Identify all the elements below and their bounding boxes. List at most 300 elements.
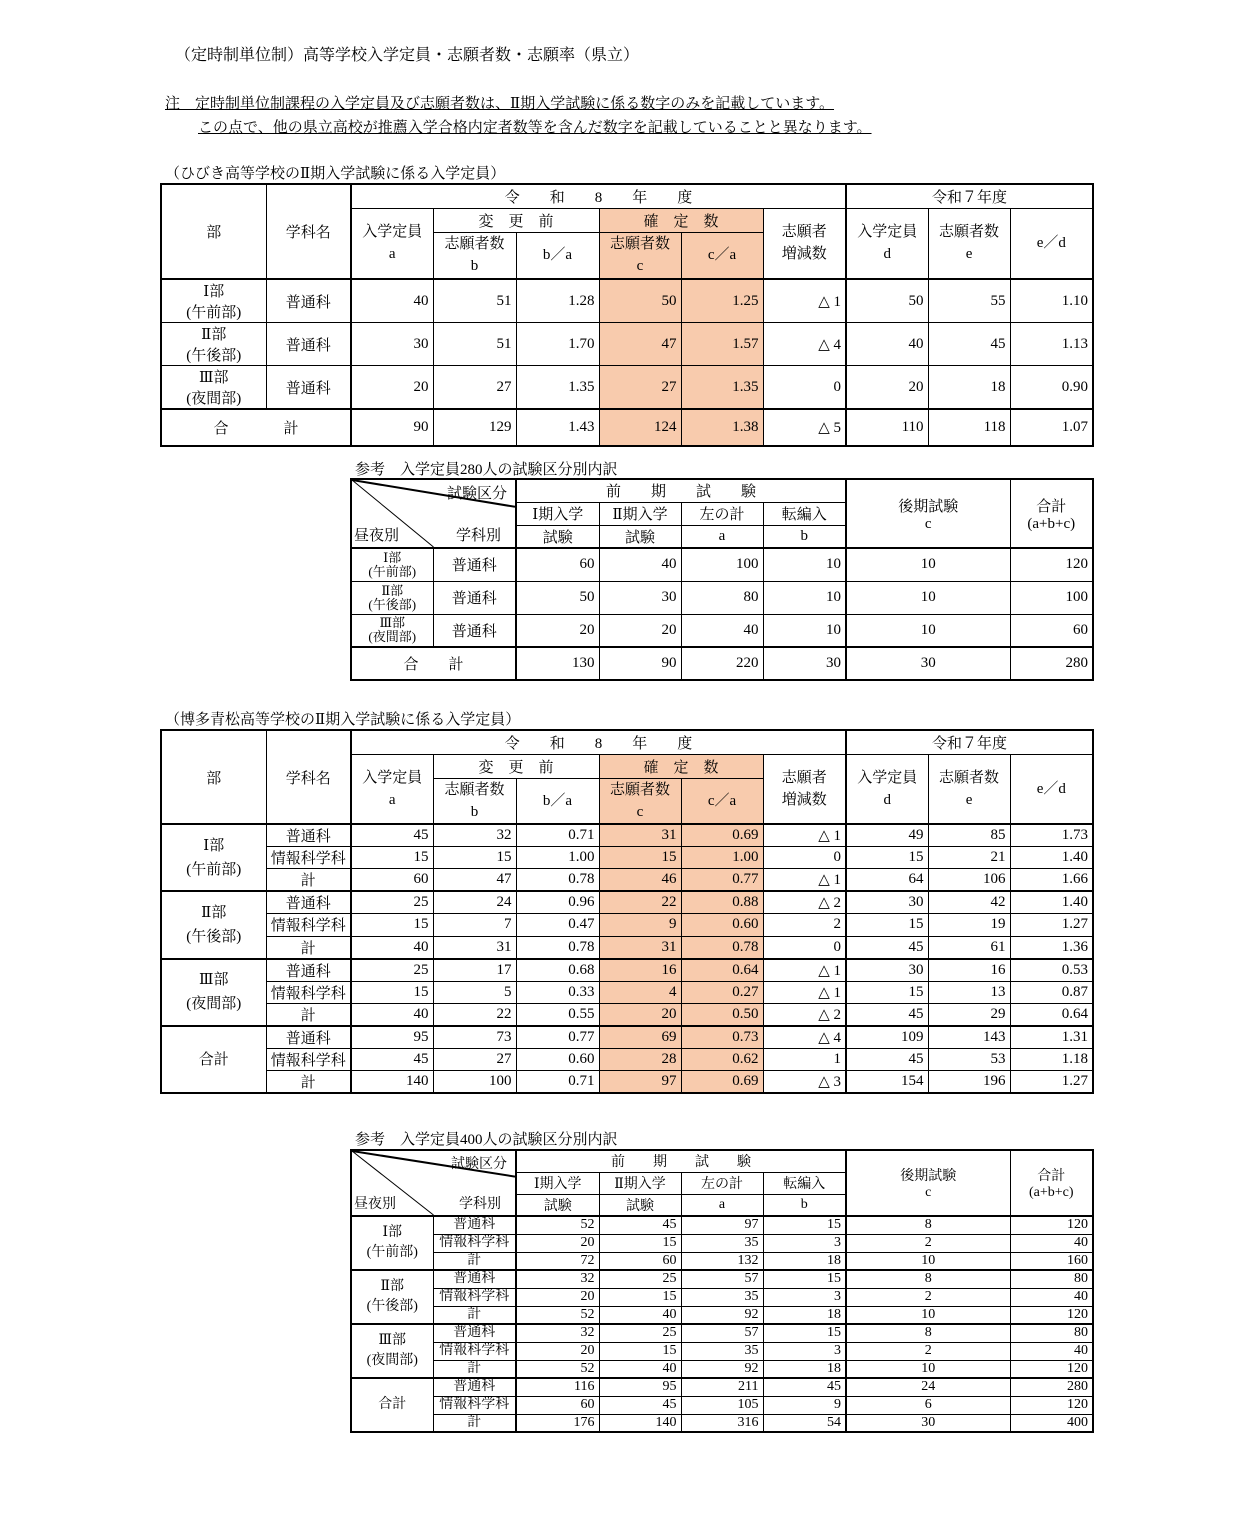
value-cell: 1.27 xyxy=(1010,914,1093,936)
hakata-ref-caption: 参考 入学定員400人の試験区分別内訳 xyxy=(355,1132,618,1148)
value-cell: 1.70 xyxy=(516,323,599,366)
table-row xyxy=(161,1026,1093,1049)
value-cell: 51 xyxy=(433,279,516,323)
col-capacity-d xyxy=(846,208,928,279)
label-line: Ⅱ部 xyxy=(380,1279,404,1294)
cell-stack xyxy=(162,366,266,408)
subject-cell: 情報科学科 xyxy=(266,1048,351,1070)
value-cell: 124 xyxy=(599,409,681,446)
header-label xyxy=(1011,778,1093,800)
value-cell: 1.13 xyxy=(1010,323,1093,366)
value-cell: 6 xyxy=(846,1396,1010,1414)
value-cell: 55 xyxy=(928,279,1010,323)
value-cell: 2 xyxy=(846,1234,1010,1252)
label-line: 後期試験 xyxy=(898,498,959,515)
value-cell: 50 xyxy=(846,279,928,323)
cell-stack xyxy=(162,1048,266,1072)
hakata-caption: （博多青松高等学校のⅡ期入学試験に係る入学定員） xyxy=(165,712,521,728)
value-cell: 45 xyxy=(846,1003,928,1026)
value-cell: 30 xyxy=(846,959,928,982)
subject-cell: 普通科 xyxy=(266,1026,351,1049)
subject-cell: 普通科 xyxy=(433,581,516,614)
value-cell: 0.33 xyxy=(516,981,599,1003)
value-cell: 10 xyxy=(846,548,1010,581)
label-line: Ⅲ部 xyxy=(199,370,229,386)
label-letter: d xyxy=(883,791,892,808)
value-cell: 45 xyxy=(846,1048,928,1070)
label-letter: b xyxy=(470,258,479,275)
col-tenpen: 転編入 xyxy=(763,502,846,525)
subject-cell: 普通科 xyxy=(266,279,351,323)
bu-cell xyxy=(161,279,266,323)
label-letter: e／d xyxy=(1036,780,1066,797)
subject-cell: 情報科学科 xyxy=(266,847,351,869)
header-zenki: 前 期 試 験 xyxy=(516,479,846,502)
value-cell: 60 xyxy=(1010,614,1093,647)
table-row xyxy=(161,323,1093,366)
col-ratio-ca xyxy=(681,778,763,824)
label-line: 合計 xyxy=(378,1397,407,1412)
table-row xyxy=(161,914,1093,936)
table-row xyxy=(351,548,1093,581)
table-row xyxy=(161,847,1093,869)
gakka-label: 学科別 xyxy=(455,528,501,544)
value-cell: 0 xyxy=(763,936,846,959)
bu-cell xyxy=(351,581,433,614)
value-cell: 15 xyxy=(846,914,928,936)
value-cell: 20 xyxy=(516,1288,599,1306)
subject-cell: 計 xyxy=(266,936,351,959)
value-cell: 118 xyxy=(928,409,1010,446)
col-diff xyxy=(763,754,846,824)
value-cell: 25 xyxy=(351,959,433,982)
value-cell: 0.90 xyxy=(1010,366,1093,410)
header-label xyxy=(682,790,763,812)
label-sub: (夜間部) xyxy=(368,629,417,645)
table-row xyxy=(161,1071,1093,1094)
header-r8: 令 和 8 年 度 xyxy=(351,730,846,754)
subject-cell: 計 xyxy=(266,869,351,892)
label-line: 合計 xyxy=(198,1051,229,1068)
label-letter: e xyxy=(965,791,973,808)
value-cell: 20 xyxy=(351,366,433,410)
label-line: Ⅰ部 xyxy=(203,837,225,854)
value-cell: 0.77 xyxy=(516,1026,599,1049)
table-row xyxy=(351,1288,1093,1306)
label-letter: e xyxy=(965,246,973,263)
col-total xyxy=(1010,479,1093,548)
value-cell: 72 xyxy=(516,1252,599,1270)
value-cell: 8 xyxy=(846,1324,1010,1342)
label-sub: (夜間部) xyxy=(186,996,242,1013)
value-cell: 40 xyxy=(1010,1342,1093,1360)
value-cell: △ 1 xyxy=(763,959,846,982)
value-cell: 120 xyxy=(1010,1306,1093,1324)
label-line: 入学定員 xyxy=(362,224,423,241)
col-subject: 学科名 xyxy=(266,184,351,279)
cell-stack xyxy=(1011,1165,1093,1201)
value-cell: 0.27 xyxy=(681,981,763,1003)
header-label xyxy=(600,233,681,277)
col-kouki xyxy=(846,1150,1010,1216)
value-cell: 116 xyxy=(516,1378,599,1396)
value-cell: △ 4 xyxy=(763,323,846,366)
value-cell: 20 xyxy=(599,1003,681,1026)
value-cell: 1 xyxy=(763,1048,846,1070)
value-cell: 30 xyxy=(846,891,928,914)
table-row xyxy=(351,1270,1093,1288)
table-row xyxy=(161,936,1093,959)
value-cell: 1.00 xyxy=(516,847,599,869)
value-cell: 30 xyxy=(351,323,433,366)
col-applicants-b xyxy=(433,778,516,824)
value-cell: 1.57 xyxy=(681,323,763,366)
value-cell: 0.60 xyxy=(516,1048,599,1070)
value-cell: 40 xyxy=(351,936,433,959)
value-cell: 40 xyxy=(681,614,763,647)
value-cell: 120 xyxy=(1010,548,1093,581)
value-cell: 15 xyxy=(351,914,433,936)
value-cell: 1.07 xyxy=(1010,409,1093,446)
header-row xyxy=(351,1150,1093,1172)
value-cell: 106 xyxy=(928,869,1010,892)
value-cell: 31 xyxy=(599,936,681,959)
value-cell: 52 xyxy=(516,1216,599,1234)
hakata-ref-table xyxy=(350,1149,1094,1433)
subject-cell: 計 xyxy=(433,1252,516,1270)
value-cell: 97 xyxy=(681,1216,763,1234)
value-cell: 1.38 xyxy=(681,409,763,446)
bu-cell xyxy=(161,824,266,891)
value-cell: 16 xyxy=(599,959,681,982)
value-cell: △ 3 xyxy=(763,1071,846,1094)
value-cell: △ 1 xyxy=(763,279,846,323)
header-label xyxy=(847,221,928,265)
col-phase1-sub: 試験 xyxy=(516,1194,599,1216)
value-cell: 15 xyxy=(763,1324,846,1342)
cell-stack xyxy=(352,1277,433,1317)
value-cell: 10 xyxy=(846,1306,1010,1324)
col-capacity-a xyxy=(351,754,433,824)
value-cell: 52 xyxy=(516,1360,599,1378)
value-cell: 20 xyxy=(516,614,599,647)
subject-cell: 普通科 xyxy=(266,959,351,982)
col-phase2: Ⅱ期入学 xyxy=(599,1172,681,1194)
value-cell: 40 xyxy=(846,323,928,366)
value-cell: 16 xyxy=(928,959,1010,982)
value-cell: 95 xyxy=(351,1026,433,1049)
hibiki-ref-table xyxy=(350,478,1094,681)
cell-stack xyxy=(1011,495,1093,533)
value-cell: 0.87 xyxy=(1010,981,1093,1003)
label-letter: a xyxy=(388,246,396,263)
value-cell: 97 xyxy=(599,1071,681,1094)
header-row xyxy=(351,479,1093,502)
col-left-sum: 左の計 xyxy=(681,502,763,525)
value-cell: 154 xyxy=(846,1071,928,1094)
value-cell: 0.71 xyxy=(516,1071,599,1094)
value-cell: 0.78 xyxy=(681,936,763,959)
value-cell: 0.47 xyxy=(516,914,599,936)
value-cell: 25 xyxy=(599,1324,681,1342)
value-cell: 2 xyxy=(763,914,846,936)
value-cell: 0.50 xyxy=(681,1003,763,1026)
label-letter: c xyxy=(636,803,644,820)
value-cell: 35 xyxy=(681,1234,763,1252)
col-phase2-sub: 試験 xyxy=(599,1194,681,1216)
value-cell: 1.18 xyxy=(1010,1048,1093,1070)
chuya-label: 昼夜別 xyxy=(354,528,400,544)
value-cell: 0.78 xyxy=(516,936,599,959)
value-cell: 35 xyxy=(681,1288,763,1306)
value-cell: 27 xyxy=(433,1048,516,1070)
table-row xyxy=(351,1378,1093,1396)
table-row xyxy=(351,1324,1093,1342)
col-a: a xyxy=(681,525,763,548)
value-cell: 51 xyxy=(433,323,516,366)
value-cell: 100 xyxy=(681,548,763,581)
header-fixed: 確 定 数 xyxy=(599,754,763,778)
label-line: Ⅰ部 xyxy=(203,284,225,300)
value-cell: 100 xyxy=(1010,581,1093,614)
label-letter: c xyxy=(636,258,644,275)
label-line: 志願者数 xyxy=(444,236,505,253)
header-fixed: 確 定 数 xyxy=(599,208,763,232)
value-cell: 57 xyxy=(681,1324,763,1342)
header-label xyxy=(434,233,516,277)
col-ratio-ed xyxy=(1010,754,1093,824)
label-line: 志願者数 xyxy=(939,224,1000,241)
value-cell: 18 xyxy=(763,1360,846,1378)
value-cell: 15 xyxy=(599,1342,681,1360)
value-cell: 105 xyxy=(681,1396,763,1414)
label-letter: 増減数 xyxy=(781,791,827,808)
total-label-2: 計 xyxy=(283,421,299,437)
table-row xyxy=(161,891,1093,914)
label-sub: c xyxy=(924,515,932,532)
label-line: 入学定員 xyxy=(857,769,918,786)
value-cell: 7 xyxy=(433,914,516,936)
bu-cell xyxy=(161,1026,266,1093)
value-cell: 30 xyxy=(846,647,1010,680)
value-cell: 1.35 xyxy=(681,366,763,410)
hibiki-table xyxy=(160,183,1094,447)
label-sub: (午後部) xyxy=(186,348,242,364)
table-row xyxy=(161,981,1093,1003)
col-capacity-a xyxy=(351,208,433,279)
value-cell: 45 xyxy=(599,1396,681,1414)
label-letter: b xyxy=(470,803,479,820)
col-total xyxy=(1010,1150,1093,1216)
col-phase1: Ⅰ期入学 xyxy=(516,502,599,525)
bu-cell xyxy=(351,1216,433,1270)
value-cell: 22 xyxy=(433,1003,516,1026)
col-phase1-sub: 試験 xyxy=(516,525,599,548)
value-cell: 120 xyxy=(1010,1360,1093,1378)
subject-cell: 情報科学科 xyxy=(433,1396,516,1414)
cell-stack xyxy=(847,1165,1010,1201)
header-label xyxy=(929,221,1010,265)
label-line: Ⅱ部 xyxy=(381,582,404,598)
cell-stack xyxy=(162,280,266,322)
value-cell: 120 xyxy=(1010,1216,1093,1234)
value-cell: 49 xyxy=(846,824,928,847)
total-label xyxy=(161,409,351,446)
bu-cell xyxy=(161,323,266,366)
cell-stack xyxy=(162,323,266,365)
value-cell: 40 xyxy=(599,548,681,581)
label-line: 志願者数 xyxy=(444,781,505,798)
label-letter: b／a xyxy=(542,247,573,264)
label-line: Ⅰ部 xyxy=(382,1225,403,1240)
value-cell: 15 xyxy=(763,1216,846,1234)
value-cell: 69 xyxy=(599,1026,681,1049)
header-r7: 令和７年度 xyxy=(846,184,1093,208)
bu-cell xyxy=(161,959,266,1026)
note-line-1: 注 定時制単位制課程の入学定員及び志願者数は、Ⅱ期入学試験に係る数字のみを記載しています。 xyxy=(165,96,835,112)
header-label xyxy=(434,779,516,823)
subject-cell: 情報科学科 xyxy=(433,1234,516,1252)
value-cell: 3 xyxy=(763,1234,846,1252)
label-line: 後期試験 xyxy=(900,1169,957,1184)
value-cell: 45 xyxy=(763,1378,846,1396)
value-cell: △ 5 xyxy=(763,409,846,446)
subject-cell: 普通科 xyxy=(433,1324,516,1342)
header-before: 変 更 前 xyxy=(433,754,599,778)
table-row xyxy=(161,959,1093,982)
value-cell: 8 xyxy=(846,1270,1010,1288)
label-letter: c／a xyxy=(707,247,737,264)
value-cell: 54 xyxy=(763,1414,846,1432)
value-cell: 30 xyxy=(599,581,681,614)
header-label xyxy=(764,767,846,811)
value-cell: 35 xyxy=(681,1342,763,1360)
subject-cell: 計 xyxy=(433,1414,516,1432)
value-cell: 53 xyxy=(928,1048,1010,1070)
value-cell: 0.69 xyxy=(681,824,763,847)
value-cell: 45 xyxy=(351,824,433,847)
value-cell: 40 xyxy=(351,1003,433,1026)
subject-cell: 普通科 xyxy=(433,548,516,581)
value-cell: 40 xyxy=(1010,1288,1093,1306)
label-line: 志願者 xyxy=(781,769,827,786)
col-diff xyxy=(763,208,846,279)
value-cell: △ 1 xyxy=(763,824,846,847)
hibiki-caption: （ひびき高等学校のⅡ期入学試験に係る入学定員） xyxy=(165,166,506,182)
value-cell: 28 xyxy=(599,1048,681,1070)
value-cell: 211 xyxy=(681,1378,763,1396)
cell-stack xyxy=(162,968,266,1016)
label-line: Ⅲ部 xyxy=(379,615,406,631)
value-cell: 40 xyxy=(351,279,433,323)
value-cell: 90 xyxy=(599,647,681,680)
total-label-1: 合 xyxy=(213,421,229,437)
value-cell: 0.60 xyxy=(681,914,763,936)
value-cell: 15 xyxy=(351,847,433,869)
header-label xyxy=(352,221,433,265)
value-cell: 80 xyxy=(1010,1270,1093,1288)
value-cell: 60 xyxy=(516,548,599,581)
value-cell: 0.53 xyxy=(1010,959,1093,982)
value-cell: 0.55 xyxy=(516,1003,599,1026)
value-cell: 22 xyxy=(599,891,681,914)
subject-cell: 計 xyxy=(433,1306,516,1324)
value-cell: △ 1 xyxy=(763,981,846,1003)
subject-cell: 計 xyxy=(433,1360,516,1378)
cell-stack xyxy=(352,584,433,612)
value-cell: 29 xyxy=(928,1003,1010,1026)
value-cell: 143 xyxy=(928,1026,1010,1049)
value-cell: 220 xyxy=(681,647,763,680)
value-cell: 73 xyxy=(433,1026,516,1049)
value-cell: 5 xyxy=(433,981,516,1003)
value-cell: △ 4 xyxy=(763,1026,846,1049)
value-cell: △ 1 xyxy=(763,869,846,892)
value-cell: 17 xyxy=(433,959,516,982)
cell-stack xyxy=(352,1331,433,1371)
col-applicants-e xyxy=(928,208,1010,279)
header-row xyxy=(161,730,1093,754)
chuya-label: 昼夜別 xyxy=(354,1197,396,1212)
value-cell: 18 xyxy=(928,366,1010,410)
subject-cell: 情報科学科 xyxy=(266,981,351,1003)
label-sub: (a+b+c) xyxy=(1028,1185,1074,1200)
total-label: 合 計 xyxy=(351,647,516,680)
value-cell: 0.78 xyxy=(516,869,599,892)
label-sub: (午前部) xyxy=(186,861,242,878)
table-row xyxy=(161,869,1093,892)
value-cell: 30 xyxy=(763,647,846,680)
value-cell: 0.77 xyxy=(681,869,763,892)
value-cell: 20 xyxy=(516,1234,599,1252)
label-letter: e／d xyxy=(1036,235,1066,252)
label-line: Ⅱ部 xyxy=(201,904,227,921)
value-cell: △ 2 xyxy=(763,891,846,914)
header-row xyxy=(161,184,1093,208)
table-row xyxy=(351,1306,1093,1324)
label-line: 志願者数 xyxy=(609,236,670,253)
value-cell: 32 xyxy=(433,824,516,847)
value-cell: 60 xyxy=(516,1396,599,1414)
value-cell: 20 xyxy=(516,1342,599,1360)
col-ratio-ba xyxy=(516,232,599,279)
value-cell: 280 xyxy=(1010,647,1093,680)
value-cell: 64 xyxy=(846,869,928,892)
total-row xyxy=(161,409,1093,446)
label-sub: (夜間部) xyxy=(366,1353,418,1368)
table-row xyxy=(161,824,1093,847)
value-cell: 129 xyxy=(433,409,516,446)
subject-cell: 普通科 xyxy=(433,1378,516,1396)
value-cell: 19 xyxy=(928,914,1010,936)
value-cell: 80 xyxy=(1010,1324,1093,1342)
value-cell: 109 xyxy=(846,1026,928,1049)
value-cell: 316 xyxy=(681,1414,763,1432)
subject-cell: 普通科 xyxy=(433,1270,516,1288)
header-label xyxy=(600,779,681,823)
col-capacity-d xyxy=(846,754,928,824)
subject-cell: 情報科学科 xyxy=(266,914,351,936)
table-row xyxy=(351,581,1093,614)
value-cell: 50 xyxy=(599,279,681,323)
value-cell: 0.64 xyxy=(1010,1003,1093,1026)
label-line: Ⅲ部 xyxy=(199,972,229,989)
cell-stack xyxy=(162,901,266,949)
label-letter: c／a xyxy=(707,792,737,809)
label-line: Ⅱ部 xyxy=(201,327,227,343)
table-row xyxy=(351,1252,1093,1270)
value-cell: 45 xyxy=(351,1048,433,1070)
